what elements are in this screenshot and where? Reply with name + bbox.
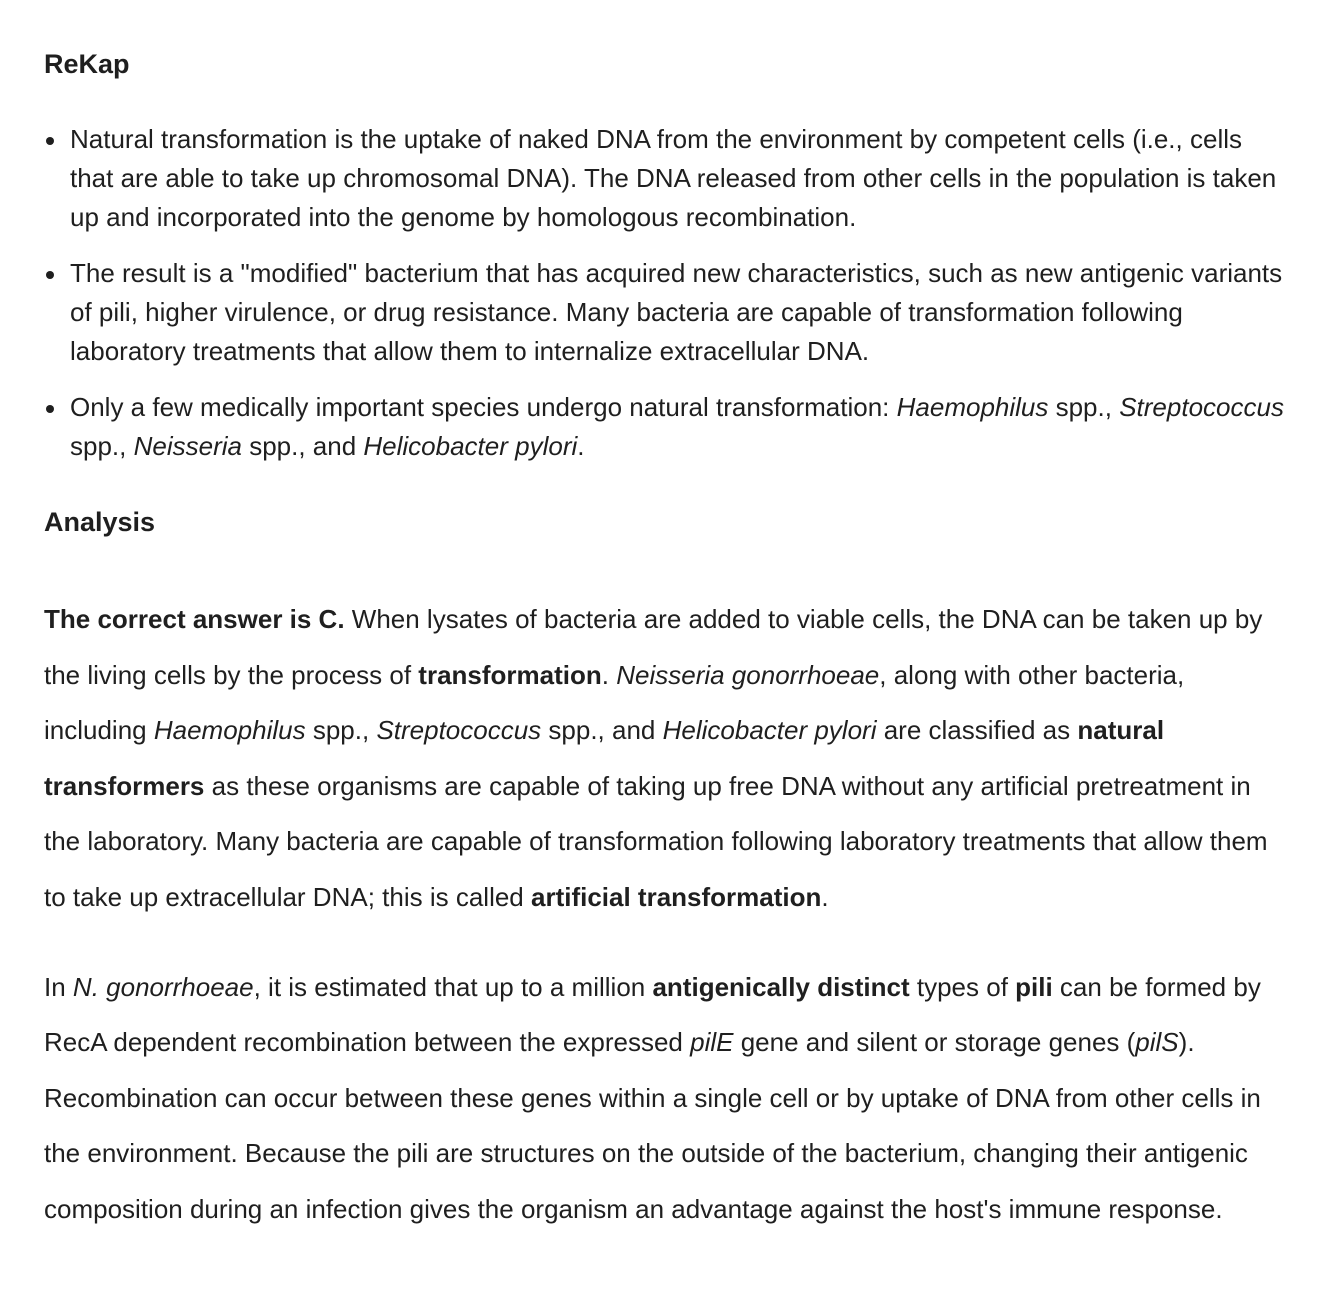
text-run: spp., and — [541, 715, 663, 746]
key-term: pili — [1015, 971, 1053, 1002]
gene-name: pilE — [690, 1027, 734, 1058]
rekap-bullet-2: The result is a "modified" bacterium that has acquired new characteristics, such as new antigenic variants of pili, higher virulence, or drug resistance. Many bacteria are capable of transformation following laboratory treatments that allow them to internalize extracellular DNA. — [70, 254, 1290, 371]
species-name: Neisseria gonorrhoeae — [616, 659, 880, 690]
species-name: Helicobacter pylori — [662, 715, 877, 746]
text-run: can be formed by RecA dependent recombination between the expressed — [44, 971, 1261, 1058]
key-term: antigenically distinct — [652, 971, 910, 1002]
text-run: . — [821, 881, 829, 912]
text-run: spp., — [70, 431, 134, 461]
analysis-paragraph-1 — [44, 592, 1290, 926]
species-name: Haemophilus — [153, 715, 306, 746]
text-run: types of — [909, 971, 1016, 1002]
answer-statement: The correct answer is C. — [44, 604, 345, 634]
text-run: When lysates of bacteria are added to viable cells, the DNA can be taken up by the living cells by the process of — [44, 604, 1263, 690]
rekap-list — [44, 120, 1290, 466]
text-run: In — [44, 971, 73, 1002]
text-run: Only a few medically important species undergo natural transformation: — [70, 392, 897, 422]
text-run: spp., — [1048, 392, 1120, 422]
rekap-heading: ReKap — [44, 49, 130, 79]
text-run: . — [601, 659, 617, 690]
analysis-paragraph-2 — [44, 960, 1290, 1238]
text-run: spp., and — [241, 431, 364, 461]
key-term: natural transformers — [44, 715, 1165, 801]
rekap-bullet-3 — [70, 388, 1290, 466]
text-run: as these organisms are capable of taking up free DNA without any artificial pretreatment in the laboratory. Many bacteria are capable of transformation following laboratory treatments that allow them to take up extracellular DNA; this is called — [44, 770, 1268, 912]
species-name: Streptococcus — [376, 715, 542, 746]
text-run: , along with other bacteria, including — [44, 659, 1185, 746]
text-run: spp., — [305, 715, 377, 746]
text-run: , it is estimated that up to a million — [253, 971, 653, 1002]
text-run: . — [577, 431, 585, 461]
text-run: ). Recombination can occur between these genes within a single cell or by uptake of DNA from other cells in the environment. Because the pili are structures on the outside of the bacterium, changing their antigenic composition during an infection gives the organism an advantage against the host's immune response. — [44, 1027, 1261, 1224]
species-name: Haemophilus — [896, 392, 1049, 422]
key-term: artificial transformation — [531, 881, 822, 912]
gene-name: pilS — [1135, 1027, 1179, 1058]
rekap-bullet-1: Natural transformation is the uptake of naked DNA from the environment by competent cells (i.e., cells that are able to take up chromosomal DNA). The DNA released from other cells in the population is taken up and incorporated into the genome by homologous recombination. — [70, 120, 1290, 237]
species-name: Streptococcus — [1119, 392, 1284, 422]
key-term: transformation — [418, 659, 602, 690]
text-run: are classified as — [876, 715, 1078, 746]
analysis-heading: Analysis — [44, 507, 156, 537]
species-name: Helicobacter pylori — [363, 431, 578, 461]
species-name: N. gonorrhoeae — [72, 971, 254, 1002]
species-name: Neisseria — [133, 431, 242, 461]
text-run: gene and silent or storage genes ( — [733, 1027, 1136, 1058]
